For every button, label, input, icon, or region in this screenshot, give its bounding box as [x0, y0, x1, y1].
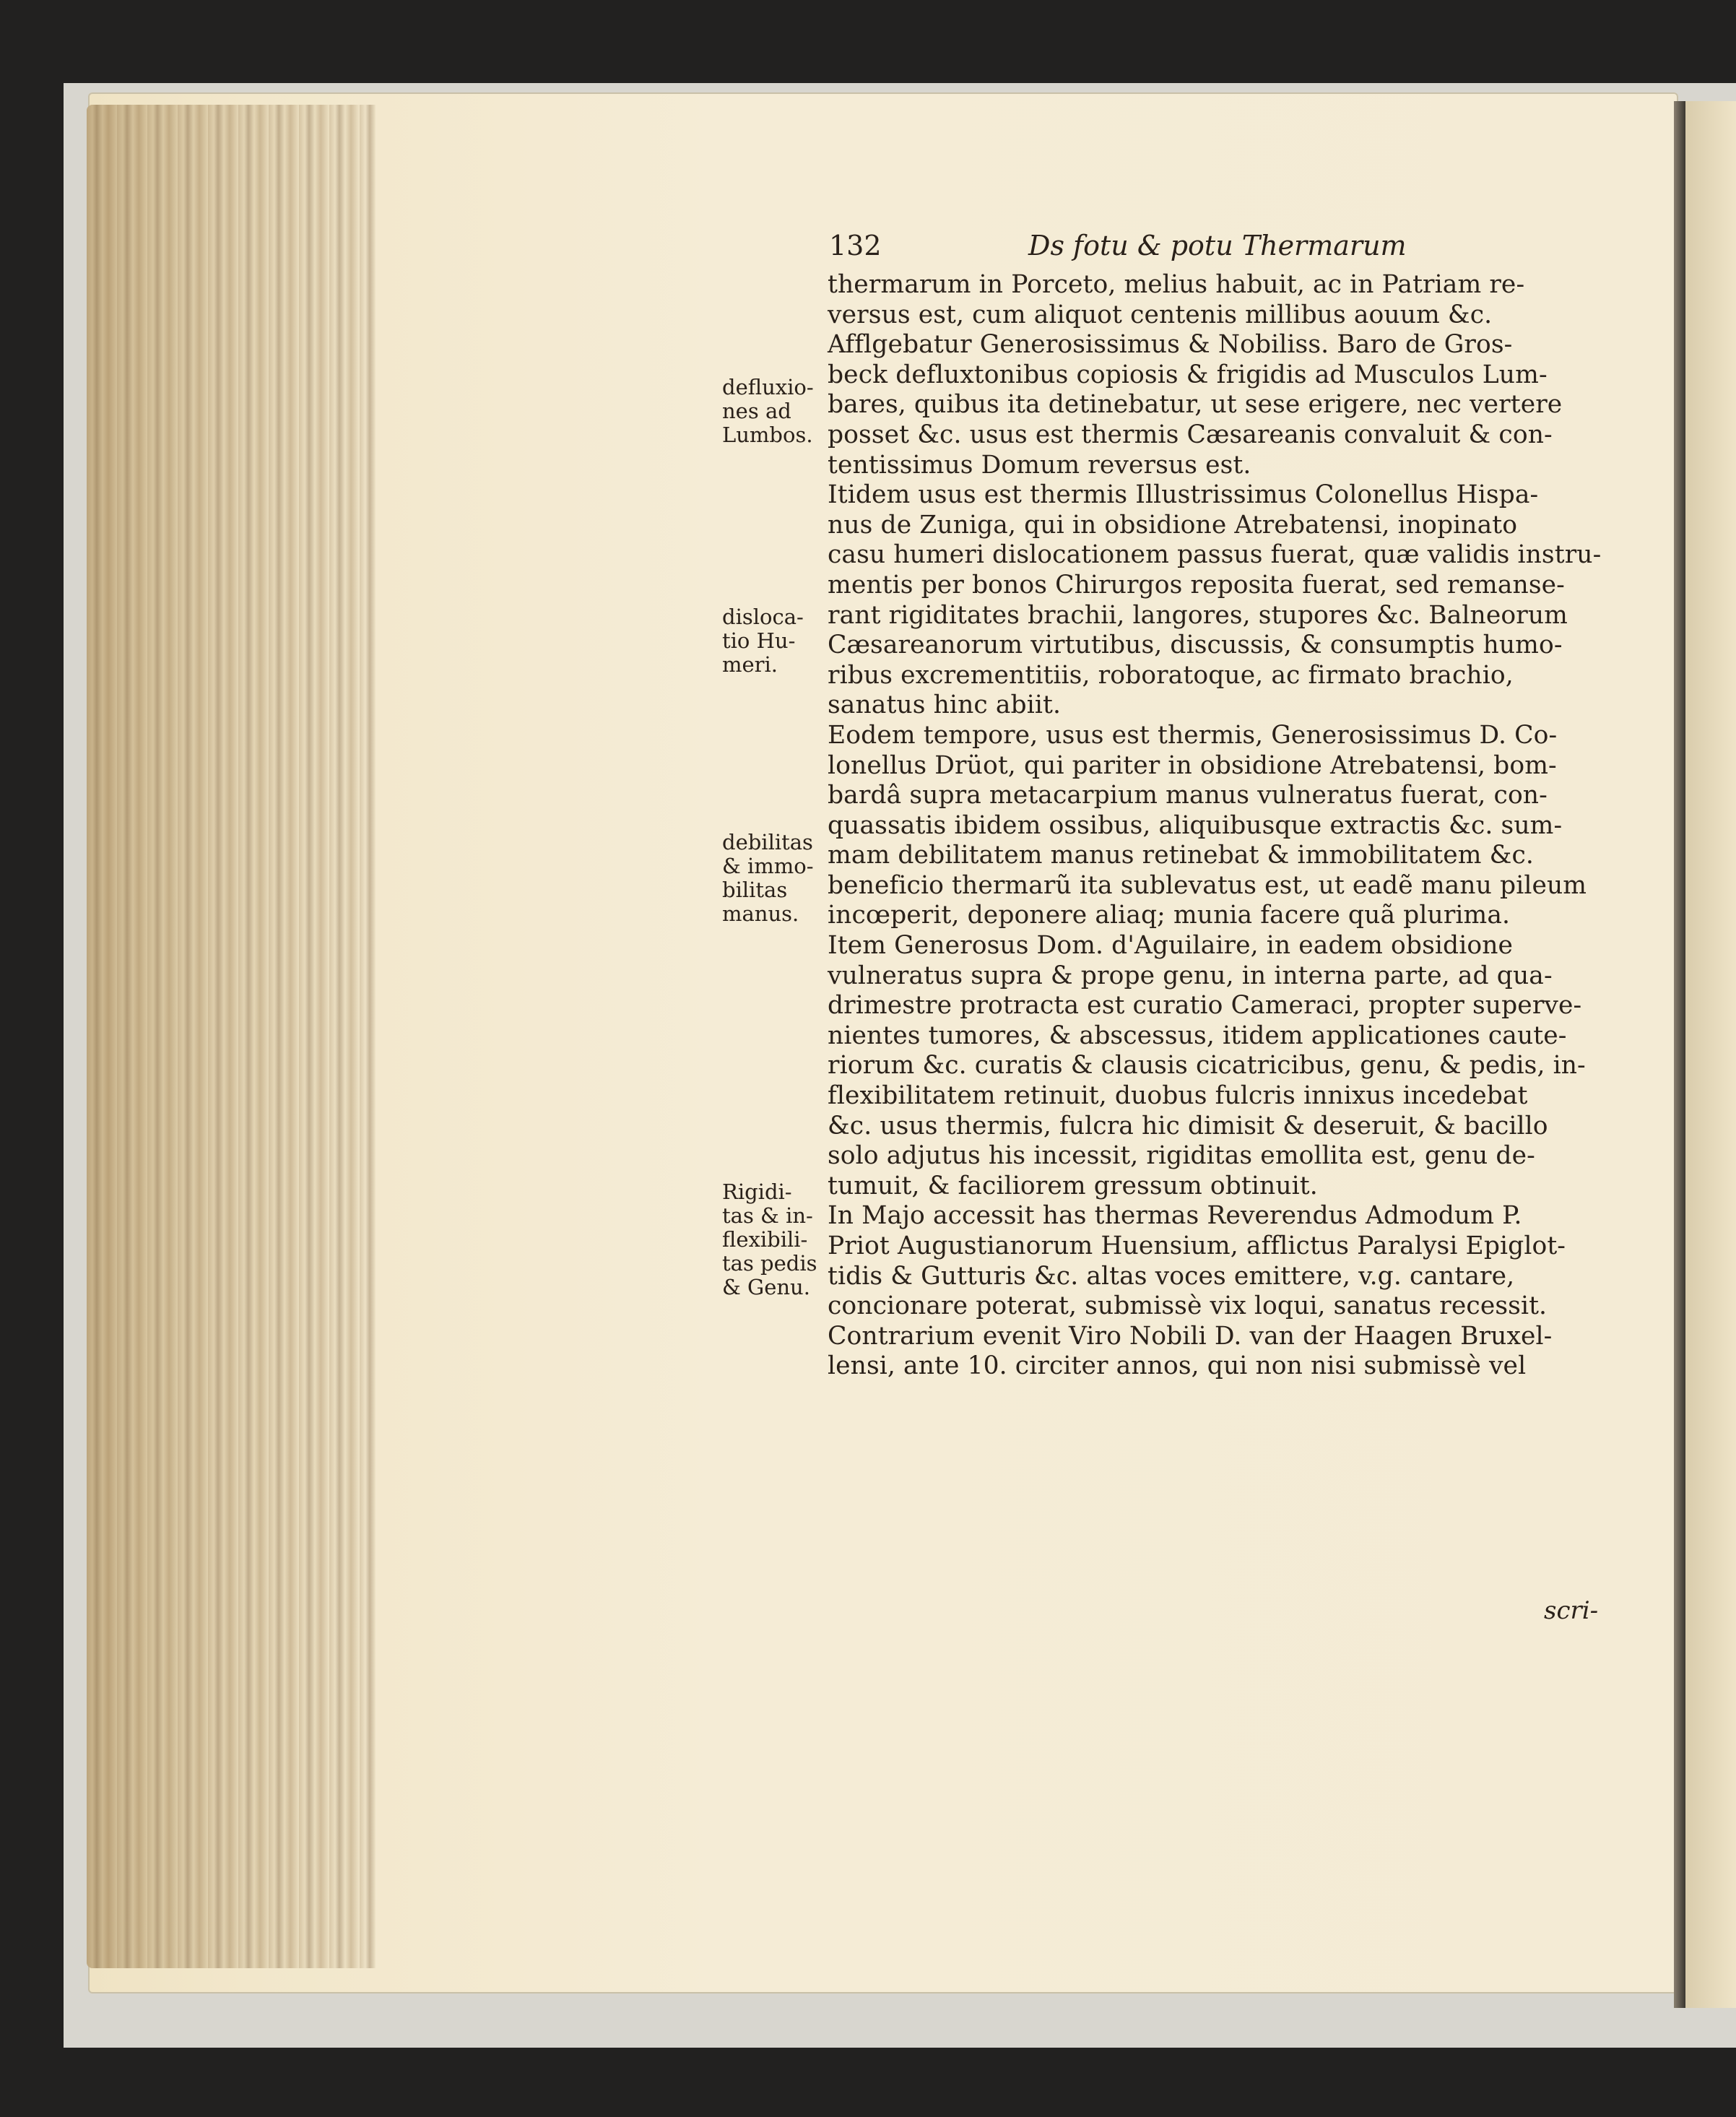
margin-note-line: defluxio- — [722, 375, 814, 399]
margin-note-line: & Genu. — [722, 1275, 810, 1299]
text-line: nientes tumores, & abscessus, itidem applicationes caute- — [828, 1021, 1567, 1050]
text-line: Contrarium evenit Viro Nobili D. van der Haagen Bruxel- — [828, 1321, 1553, 1351]
text-line: casu humeri dislocationem passus fuerat, quæ validis instru- — [828, 540, 1602, 570]
text-line: Cæsareanorum virtutibus, discussis, & consumptis humo- — [828, 631, 1563, 660]
facing-page-strip — [1685, 101, 1736, 2008]
margin-note-line: nes ad — [722, 399, 791, 423]
text-line: Item Generosus Dom. d'Aguilaire, in eadem obsidione — [828, 931, 1514, 961]
text-line: tentissimus Domum reversus est. — [828, 450, 1251, 480]
text-line: nus de Zuniga, qui in obsidione Atrebatensi, inopinato — [828, 510, 1518, 540]
margin-note-line: tio Hu- — [722, 628, 796, 653]
text-line: Priot Augustianorum Huensium, afflictus Paralysi Epiglot- — [828, 1231, 1566, 1260]
text-line: Eodem tempore, usus est thermis, Generosissimus D. Co- — [828, 720, 1558, 750]
margin-note-line: flexibili- — [722, 1227, 808, 1252]
text-line: ribus excrementitiis, roboratoque, ac firmato brachio, — [828, 660, 1514, 690]
text-line: incœperit, deponere aliaq; munia facere quã plurima. — [828, 901, 1511, 930]
margin-note-debilitas — [722, 831, 814, 926]
text-line: tidis & Gutturis &c. altas voces emittere, v.g. cantare, — [828, 1261, 1515, 1291]
text-line: beck defluxtonibus copiosis & frigidis ad Musculos Lum- — [828, 360, 1548, 389]
text-line: beneficio thermarũ ita sublevatus est, ut eadẽ manu pileum — [828, 870, 1587, 900]
text-line: Itidem usus est thermis Illustrissimus Colonellus Hispa- — [828, 480, 1539, 510]
margin-note-line: meri. — [722, 652, 778, 677]
margin-note-line: bilitas — [722, 878, 788, 902]
text-line: posset &c. usus est thermis Cæsareanis convaluit & con- — [828, 420, 1553, 449]
margin-note-rigiditas — [722, 1180, 817, 1299]
text-line: flexibilitatem retinuit, duobus fulcris innixus incedebat — [828, 1081, 1528, 1111]
book-gutter — [1674, 101, 1685, 2008]
text-line: quassatis ibidem ossibus, aliquibusque extractis &c. sum- — [828, 810, 1563, 840]
text-line: versus est, cum aliquot centenis millibus aouum &c. — [828, 300, 1493, 329]
page-header — [829, 230, 1623, 261]
text-line: &c. usus thermis, fulcra hic dimisit & deseruit, & bacillo — [828, 1111, 1548, 1140]
text-line: Afflgebatur Generosissimus & Nobiliss. Baro de Gros- — [828, 330, 1513, 360]
margin-note-line: Rigidi- — [722, 1179, 792, 1204]
text-line: vulneratus supra & prope genu, in interna parte, ad qua- — [828, 961, 1553, 990]
text-line: riorum &c. curatis & clausis cicatricibus, genu, & pedis, in- — [828, 1051, 1586, 1081]
text-line: mentis per bonos Chirurgos reposita fuerat, sed remanse- — [828, 570, 1565, 599]
margin-note-line: Lumbos. — [722, 423, 813, 447]
margin-note-line: manus. — [722, 901, 799, 926]
text-line: drimestre protracta est curatio Cameraci, propter superve- — [828, 991, 1582, 1021]
margin-note-dislocatio — [722, 605, 804, 677]
text-line: In Majo accessit has thermas Reverendus Admodum P. — [828, 1201, 1522, 1231]
body-text — [828, 270, 1615, 1382]
text-line: mam debilitatem manus retinebat & immobilitatem &c. — [828, 841, 1534, 870]
page-number: 132 — [829, 230, 882, 261]
running-head: Ds fotu & potu Thermarum — [1028, 230, 1407, 261]
margin-note-line: disloca- — [722, 605, 804, 629]
page-edge-stack — [87, 105, 376, 1968]
text-line: sanatus hinc abiit. — [828, 690, 1062, 720]
text-line: bardâ supra metacarpium manus vulneratus fuerat, con- — [828, 781, 1548, 810]
text-line: rant rigiditates brachii, langores, stupores &c. Balneorum — [828, 600, 1568, 630]
text-line: solo adjutus his incessit, rigiditas emollita est, genu de- — [828, 1141, 1535, 1171]
text-line: bares, quibus ita detinebatur, ut sese erigere, nec vertere — [828, 390, 1563, 420]
catchword: scri- — [1544, 1596, 1599, 1625]
margin-note-line: debilitas — [722, 830, 813, 854]
margin-note-line: & immo- — [722, 854, 814, 878]
text-line: lensi, ante 10. circiter annos, qui non nisi submissè vel — [828, 1351, 1527, 1381]
margin-note-line: tas pedis — [722, 1251, 817, 1276]
text-line: concionare poterat, submissè vix loqui, sanatus recessit. — [828, 1291, 1548, 1321]
text-line: lonellus Drüot, qui pariter in obsidione Atrebatensi, bom- — [828, 750, 1557, 780]
text-line: thermarum in Porceto, melius habuit, ac in Patriam re- — [828, 270, 1525, 299]
margin-note-defluxiones — [722, 376, 814, 447]
text-line: tumuit, & faciliorem gressum obtinuit. — [828, 1171, 1318, 1200]
margin-note-line: tas & in- — [722, 1203, 813, 1228]
